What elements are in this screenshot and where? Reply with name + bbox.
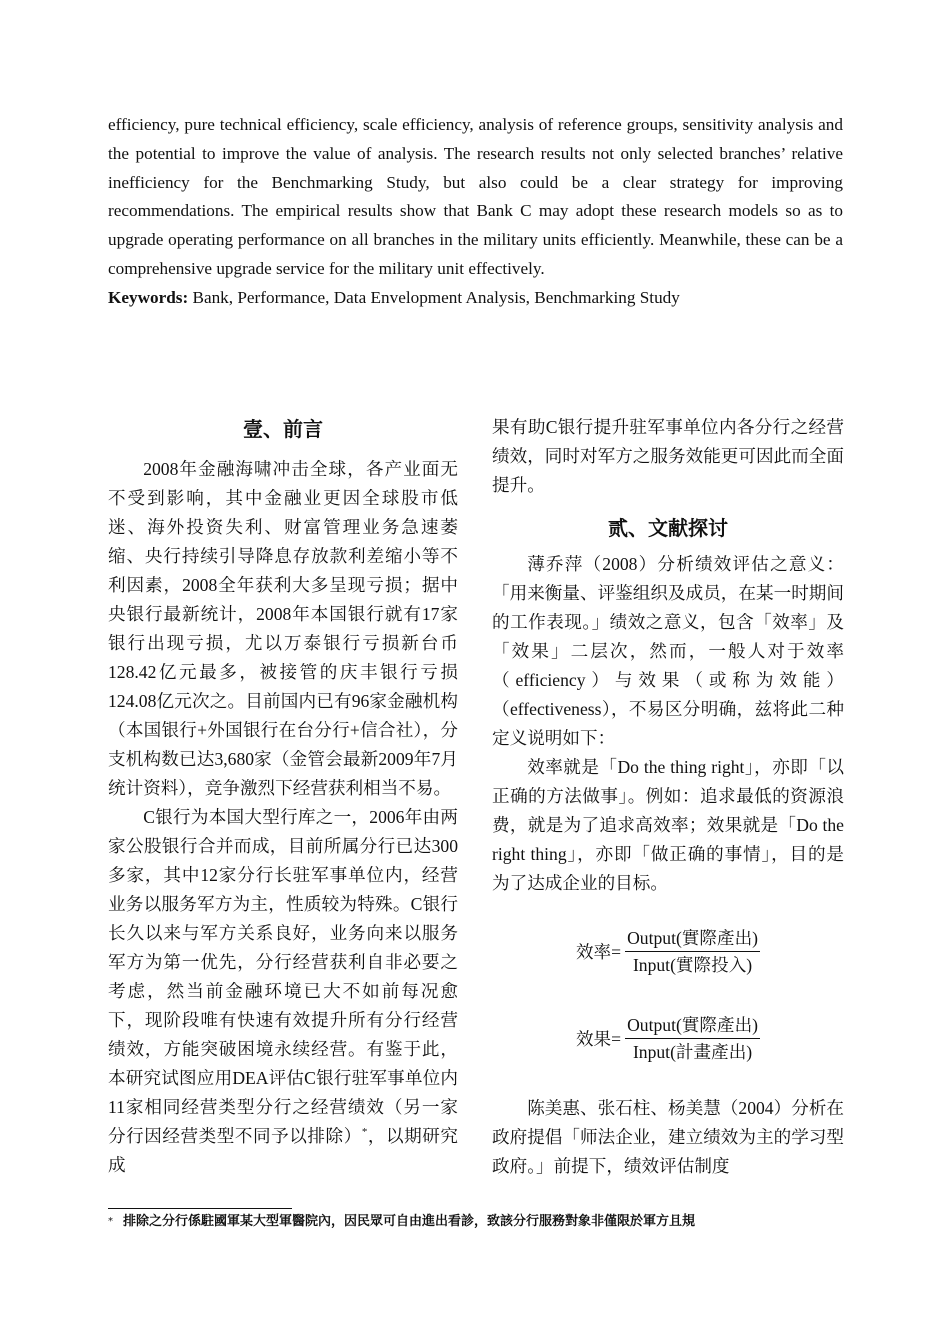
effectiveness-formula-lhs: 效果=	[575, 1028, 622, 1049]
footnote-text: 排除之分行係駐國軍某大型軍醫院內，因民眾可自由進出看診，致該分行服務對象非僅限於軍方且規	[123, 1214, 696, 1229]
abstract-text: efficiency, pure technical efficiency, scale efficiency, analysis of reference groups, sensitivity analysis and the potential to improve the value of analysis. The research results not only selected branches’ relative inefficiency for the Benchmarking Study, but also could be a clear strategy for improving recommendations. The empirical results show that Bank C may adopt these research models so as to upgrade operating performance on all branches in the military units efficiently. Meanwhile, these can be a comprehensive upgrade service for the military unit effectively.	[108, 115, 843, 278]
abstract	[108, 111, 843, 313]
intro-paragraph-1: 2008年金融海啸冲击全球，各产业面无不受到影响，其中金融业更因全球股市低迷、海外投资失利、财富管理业务急速萎缩、央行持续引导降息存放款利差缩小等不利因素，2008全年获利大多呈现亏损；据中央银行最新统计，2008年本国银行就有17家银行出现亏损，尤以万泰银行亏损新台币128.42亿元最多，被接管的庆丰银行亏损124.08亿元次之。目前国内已有96家金融机构（本国银行+外国银行在台分行+信合社），分支机构数已达3,680家（金管会最新2009年7月统计资料），竞争激烈下经营获利相当不易。	[108, 459, 458, 798]
efficiency-numerator: Output(實際產出)	[625, 926, 760, 952]
literature-paragraph-2: 效率就是「Do the thing right」，亦即「以正确的方法做事」。例如：追求最低的资源浪费，就是为了追求高效率；效果就是「Do the right thing」，亦即「做正确的事情」，目的是为了达成企业的目标。	[492, 757, 844, 893]
keywords-list: Bank, Performance, Data Envelopment Analysis, Benchmarking Study	[188, 287, 680, 307]
left-column	[108, 413, 458, 1180]
footnote-ref: *	[361, 1126, 368, 1139]
footnote-mark: *	[108, 1216, 113, 1227]
right-column	[492, 413, 844, 1181]
intro-paragraph-continued: 果有助C银行提升驻军事单位内各分行之经营绩效，同时对军方之服务效能更可因此而全面提升。	[492, 417, 844, 495]
footnote	[108, 1212, 868, 1232]
efficiency-formula-lhs: 效率=	[575, 941, 622, 962]
formulas	[492, 926, 844, 1064]
efficiency-denominator: Input(實際投入)	[632, 955, 753, 975]
effectiveness-formula	[492, 1013, 844, 1064]
intro-paragraph-2-tail: ，以期研究成	[108, 1126, 458, 1175]
section-heading-literature: 贰、文献探讨	[608, 516, 728, 540]
efficiency-formula	[492, 926, 844, 977]
section-heading-introduction: 壹、前言	[243, 417, 323, 441]
intro-paragraph-2	[108, 803, 458, 1180]
keywords-label: Keywords:	[108, 287, 189, 307]
effectiveness-denominator: Input(計畫產出)	[632, 1042, 753, 1062]
efficiency-fraction	[625, 926, 760, 977]
literature-paragraph-3: 陈美惠、张石柱、杨美慧（2004）分析在政府提倡「师法企业，建立绩效为主的学习型政府。」前提下，绩效评估制度	[492, 1098, 844, 1176]
literature-paragraph-1: 薄乔萍（2008）分析绩效评估之意义：「用来衡量、评鉴组织及成员，在某一时期间的工作表现。」绩效之意义，包含「效率」及「效果」二层次，然而，一般人对于效率（efficiency）与效果（或称为效能）（effectiveness），不易区分明确，兹将此二种定义说明如下：	[492, 554, 844, 748]
keywords-line	[108, 284, 843, 313]
effectiveness-fraction	[625, 1013, 760, 1064]
footnote-divider	[108, 1208, 292, 1209]
intro-paragraph-2-text: C银行为本国大型行库之一，2006年由两家公股银行合并而成，目前所属分行已达300多家，其中12家分行长驻军事单位内，经营业务以服务军方为主，性质较为特殊。C银行长久以来与军方关系良好，业务向来以服务军方为第一优先，分行经营获利自非必要之考虑，然当前金融环境已大不如前每况愈下，现阶段唯有快速有效提升所有分行经营绩效，方能突破困境永续经营。有鉴于此，本研究试图应用DEA评估C银行驻军事单位内11家相同经营类型分行之经营绩效（另一家分行因经营类型不同予以排除）	[108, 807, 458, 1146]
effectiveness-numerator: Output(實際產出)	[625, 1013, 760, 1039]
